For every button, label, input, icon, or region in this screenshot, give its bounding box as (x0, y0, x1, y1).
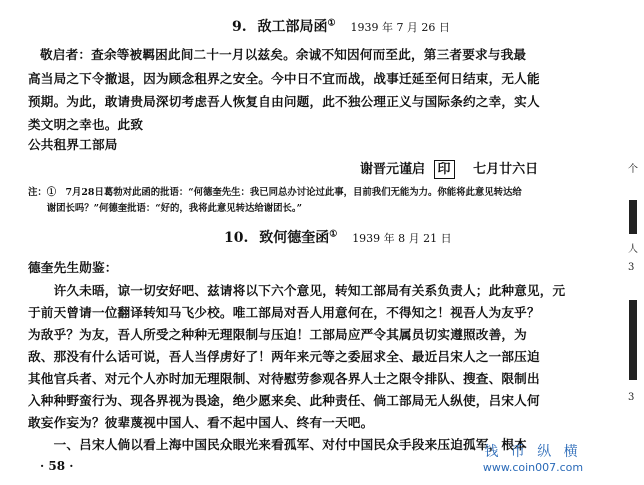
facing-page-fragment: 3 (628, 262, 635, 273)
letter-10-line: 德奎先生勋鉴： (28, 260, 118, 275)
letter-9-line: 高当局之下令撤退，因为顾念租界之安全。今中日不宜而战，战事迁延至何日结束，无人能 (28, 71, 540, 86)
letter-10-number: 10. (224, 230, 249, 246)
signature-date: 七月廿六日 (473, 162, 539, 177)
letter-10-heading (224, 227, 452, 247)
footnote-marker: ① (329, 229, 338, 240)
page-edge-bar (629, 200, 637, 234)
letter-10-line: 入种种野蛮行为、现各界视为畏途，绝少愿来矣、此种责任、倘工部局无人纵使，吕宋人何 (28, 393, 540, 408)
letter-9-line: 公共租界工部局 (28, 137, 118, 152)
letter-10-line: 为敌乎？为友，吾人所受之种种无理限制与压迫！工部局应严令其属员切实遵照改善，为 (28, 327, 527, 342)
letter-10-line: 于前天曾请一位翻译转知马飞少校。唯工部局对吾人用意何在，不得知之！视吾人为友乎？ (28, 305, 540, 320)
letter-9-line: 类文明之幸也。此致 (28, 117, 144, 132)
letter-10-title: 致何德奎函 (259, 230, 330, 246)
letter-10-date: 1939 年 8 月 21 日 (352, 232, 452, 245)
facing-page-fragment: 人 (628, 244, 638, 255)
seal-stamp: 印 (434, 160, 455, 179)
letter-10-line: 许久未晤，谅一切安好吧、兹请将以下六个意见，转知工部局有关系负责人；此种意见，元 (28, 283, 566, 298)
footnote-line: 注：① 7月28日葛勃对此函的批语：“何德奎先生：我已同总办讨论过此事，目前我们无能为力。你能将此意见转达给 (28, 187, 522, 198)
letter-9-line: 预期。为此，敢请贵局深切考虑吾人恢复自由问题，此不独公理正义与国际条约之幸，实人 (28, 94, 540, 109)
signature-name: 谢晋元谨启 (360, 162, 426, 177)
letter-9-title: 敌工部局函 (257, 19, 328, 35)
footnote-line: 谢团长吗？”何德奎批语：“好的，我将此意见转达给谢团长。” (28, 203, 302, 214)
letter-10-line: 其他官兵者、对元个人亦时加无理限制、对待慰劳参观各界人士之限令排队、搜查、限制出 (28, 371, 540, 386)
letter-9-heading (232, 16, 450, 36)
letter-9-date: 1939 年 7 月 26 日 (350, 21, 450, 34)
page-number: · 58 · (40, 459, 74, 473)
facing-page-fragment: 个 (628, 164, 638, 175)
site-watermark (458, 441, 608, 474)
page-edge-bar (629, 300, 637, 380)
letter-9-number: 9. (232, 19, 247, 35)
footnote-marker: ① (327, 18, 336, 29)
letter-10-line: 敢妄作妄为？彼辈蔑视中国人、看不起中国人、终有一天吧。 (28, 415, 374, 430)
facing-page-fragment: 3 (628, 392, 635, 403)
watermark-url: www.coin007.com (482, 461, 584, 474)
letter-9-line: 敬启者：查余等被羁困此间二十一月以兹矣。余诚不知因何而至此，第三者要求与我最 (40, 47, 527, 62)
signature-line (360, 158, 538, 179)
letter-10-line: 一、吕宋人倘以看上海中国民众眼光来看孤军、对付中国民众手段来压迫孤军，根本 (28, 437, 527, 452)
letter-10-line: 敌、那没有什么话可说，吾人当俘虏好了！两年来元等之委屈求全、最近吕宋人之一部压迫 (28, 349, 540, 364)
watermark-text: 钱 币 纵 横 (484, 444, 582, 460)
